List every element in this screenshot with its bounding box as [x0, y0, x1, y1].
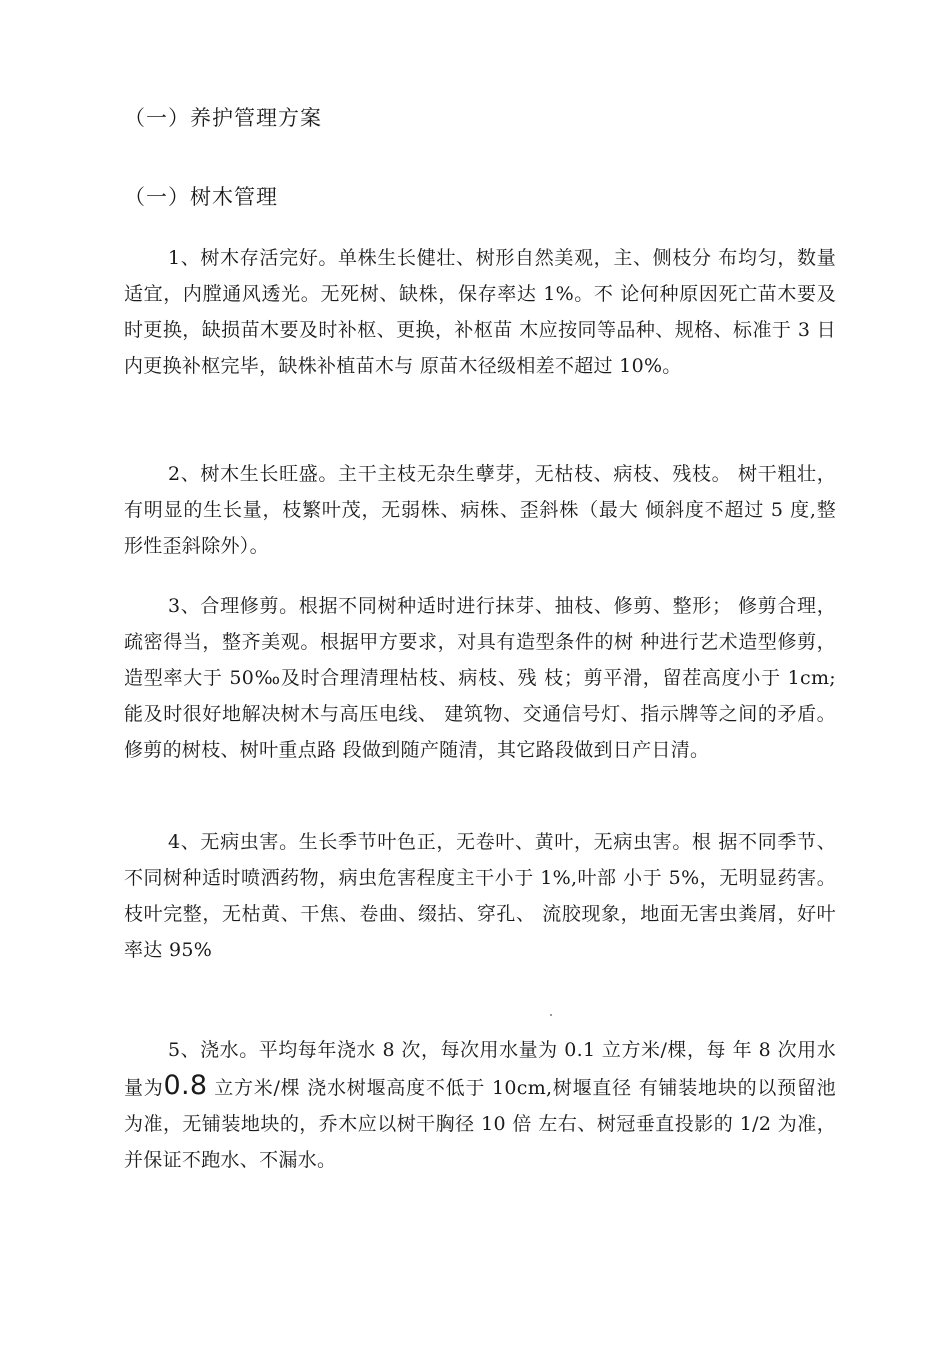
paragraph-pruning: 3、合理修剪。根据不同树种适时进行抹芽、抽枝、修剪、整形； 修剪合理，疏密得当，整齐美观。根据甲方要求，对具有造型条件的树 种进行艺术造型修剪，造型率大于 50‰及时合理清理枯枝、病枝、残 枝；剪平滑，留茬高度小于 1cm;能及时很好地解决树木与高压电线、 建筑物、交通信号灯、指示牌等之间的矛盾。修剪的树枝、树叶重点路 段做到随产随清，其它路段做到日产日清。: [124, 595, 836, 761]
stray-dot-mark: [550, 1014, 552, 1016]
paragraph-tree-survival: 1、树木存活完好。单株生长健壮、树形自然美观，主、侧枝分 布均匀，数量适宜，内膛通风透光。无死树、缺株，保存率达 1%。不 论何种原因死亡苗木要及时更换，缺损苗木要及时补枢、更换，补枢苗 木应按同等品种、规格、标准于 3 日内更换补枢完毕，缺株补植苗木与 原苗木径级相差不超过 10%。: [124, 247, 836, 377]
section-heading-maintenance-plan: （一）养护管理方案: [124, 106, 322, 130]
watering-text-part2: 立方米/棵 浇水树堰高度不低于 10cm,树堰直径 有铺装地块的以预留池为准，无铺装地块的，乔木应以树干胸径 10 倍 左右、树冠垂直投影的 1/2 为准，并保证不跑水、不漏水。: [124, 1077, 836, 1171]
section-heading-tree-management: （一）树木管理: [124, 185, 278, 209]
watering-volume-large: 0.8: [163, 1070, 208, 1101]
paragraph-pest-control: 4、无病虫害。生长季节叶色正，无卷叶、黄叶，无病虫害。根 据不同季节、不同树种适时喷洒药物，病虫危害程度主干小于 1%,叶部 小于 5%，无明显药害。枝叶完整，无枯黄、干焦、卷曲、缀拈、穿孔、 流胶现象，地面无害虫粪屑，好叶率达 95%: [124, 831, 836, 961]
paragraph-watering: [124, 1032, 836, 1178]
paragraph-tree-growth: 2、树木生长旺盛。主干主枝无杂生孽芽，无枯枝、病枝、残枝。 树干粗壮，有明显的生长量，枝繁叶茂，无弱株、病株、歪斜株（最大 倾斜度不超过 5 度,整形性歪斜除外）。: [124, 463, 836, 557]
watering-text-part1: 5、浇水。平均每年浇水 8 次，每次用水量为 0.1 立方米/棵，每 年 8 次用水量为: [124, 1039, 836, 1099]
